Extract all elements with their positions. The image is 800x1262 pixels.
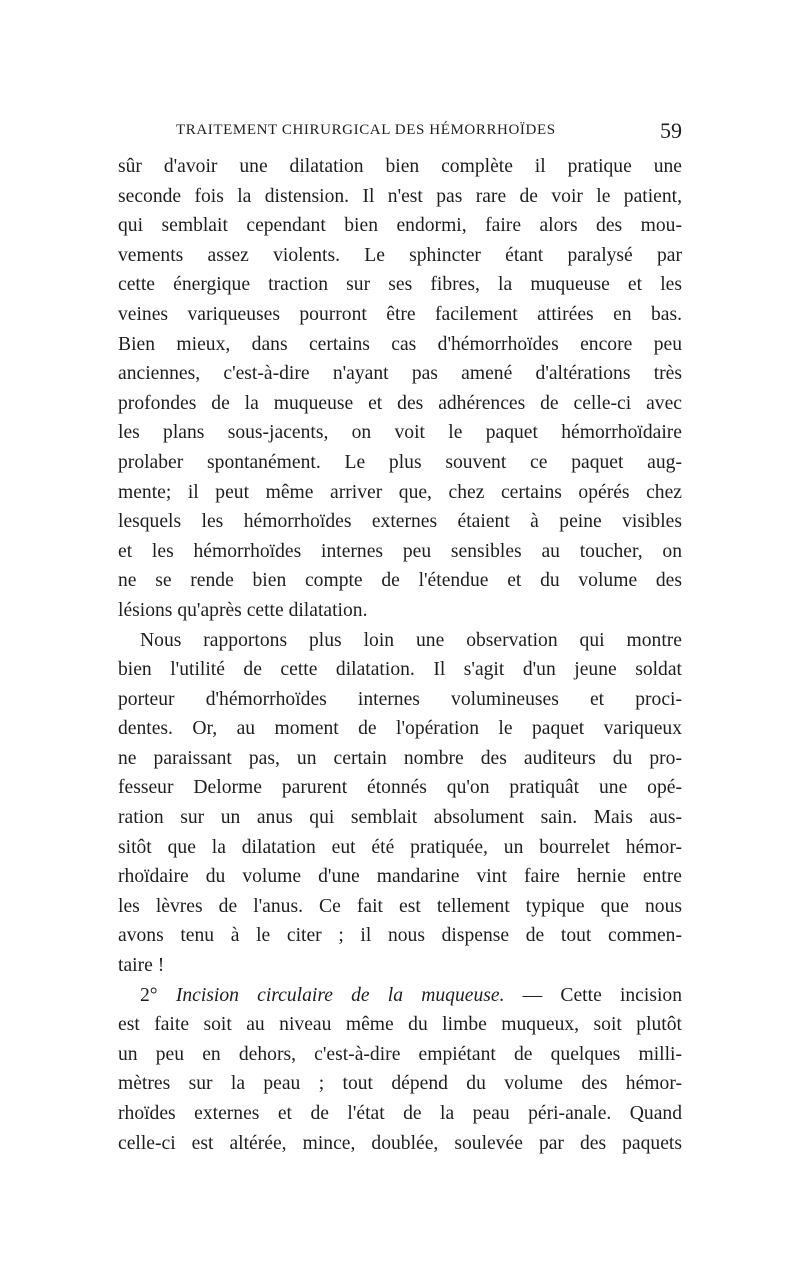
text-line: veines variqueuses pourront être facilement attirées en bas. <box>118 303 682 325</box>
text-line: les plans sous-jacents, on voit le paquet hémorrhoïdaire <box>118 422 682 444</box>
text-line: Nous rapportons plus loin une observation qui montre <box>140 629 682 651</box>
text-line: Bien mieux, dans certains cas d'hémorrhoïdes encore peu <box>118 333 682 355</box>
text-line: qui semblait cependant bien endormi, faire alors des mou- <box>118 215 682 237</box>
text-line: cette énergique traction sur ses fibres, la muqueuse et les <box>118 274 682 296</box>
page-number: 59 <box>660 118 682 143</box>
text-line <box>118 981 682 1011</box>
text-line: sûr d'avoir une dilatation bien complète il pratique une <box>118 156 682 177</box>
text-line: celle-ci est altérée, mince, doublée, soulevée par des paquets <box>118 1132 682 1154</box>
text-line: rhoïdaire du volume d'une mandarine vint faire hernie entre <box>118 866 682 888</box>
running-title: TRAITEMENT CHIRURGICAL DES HÉMORRHOÏDES <box>176 122 556 138</box>
text-line: ne se rende bien compte de l'étendue et du volume des <box>118 570 682 592</box>
text-line: mente; il peut même arriver que, chez certains opérés chez <box>118 481 682 503</box>
text-line: porteur d'hémorrhoïdes internes volumineuses et proci- <box>118 688 682 710</box>
text-line: bien l'utilité de cette dilatation. Il s'agit d'un jeune soldat <box>118 659 682 681</box>
text-line: seconde fois la distension. Il n'est pas rare de voir le patient, <box>118 185 682 207</box>
text-line: les lèvres de l'anus. Ce fait est tellement typique que nous <box>118 895 682 917</box>
text-line: rhoïdes externes et de l'état de la peau péri-anale. Quand <box>118 1103 682 1124</box>
text-line: ne paraissant pas, un certain nombre des auditeurs du pro- <box>118 747 682 769</box>
text-line: taire ! <box>118 955 165 977</box>
text-line: fesseur Delorme parurent étonnés qu'on pratiquât une opé- <box>118 777 682 799</box>
text-line: prolaber spontanément. Le plus souvent ce paquet aug- <box>118 451 682 473</box>
text-line: ration sur un anus qui semblait absolument sain. Mais aus- <box>118 807 682 829</box>
text-line: est faite soit au niveau même du limbe muqueux, soit plutôt <box>118 1014 682 1036</box>
text-line: dentes. Or, au moment de l'opération le paquet variqueux <box>118 718 682 740</box>
text-run: — Cette incision <box>504 984 682 1006</box>
text-line: et les hémorrhoïdes internes peu sensibles au toucher, on <box>118 540 682 562</box>
text-line: lésions qu'après cette dilatation. <box>118 599 368 621</box>
running-head <box>118 118 682 144</box>
text-line: anciennes, c'est-à-dire n'ayant pas amené d'altérations très <box>118 363 682 385</box>
section-number: 2° <box>140 984 158 1006</box>
text-line: avons tenu à le citer ; il nous dispense de tout commen- <box>118 925 682 947</box>
text-line: profondes de la muqueuse et des adhérences de celle-ci avec <box>118 392 682 414</box>
italic-heading: Incision circulaire de la muqueuse. <box>175 984 505 1006</box>
text-line: un peu en dehors, c'est-à-dire empiétant de quelques milli- <box>118 1043 682 1065</box>
text-line: sitôt que la dilatation eut été pratiquée, un bourrelet hémor- <box>118 836 682 858</box>
text-line: mètres sur la peau ; tout dépend du volume des hémor- <box>118 1073 682 1095</box>
body-text <box>118 152 682 1158</box>
text-line: lesquels les hémorrhoïdes externes étaient à peine visibles <box>118 511 682 533</box>
text-line: vements assez violents. Le sphincter étant paralysé par <box>118 244 682 266</box>
